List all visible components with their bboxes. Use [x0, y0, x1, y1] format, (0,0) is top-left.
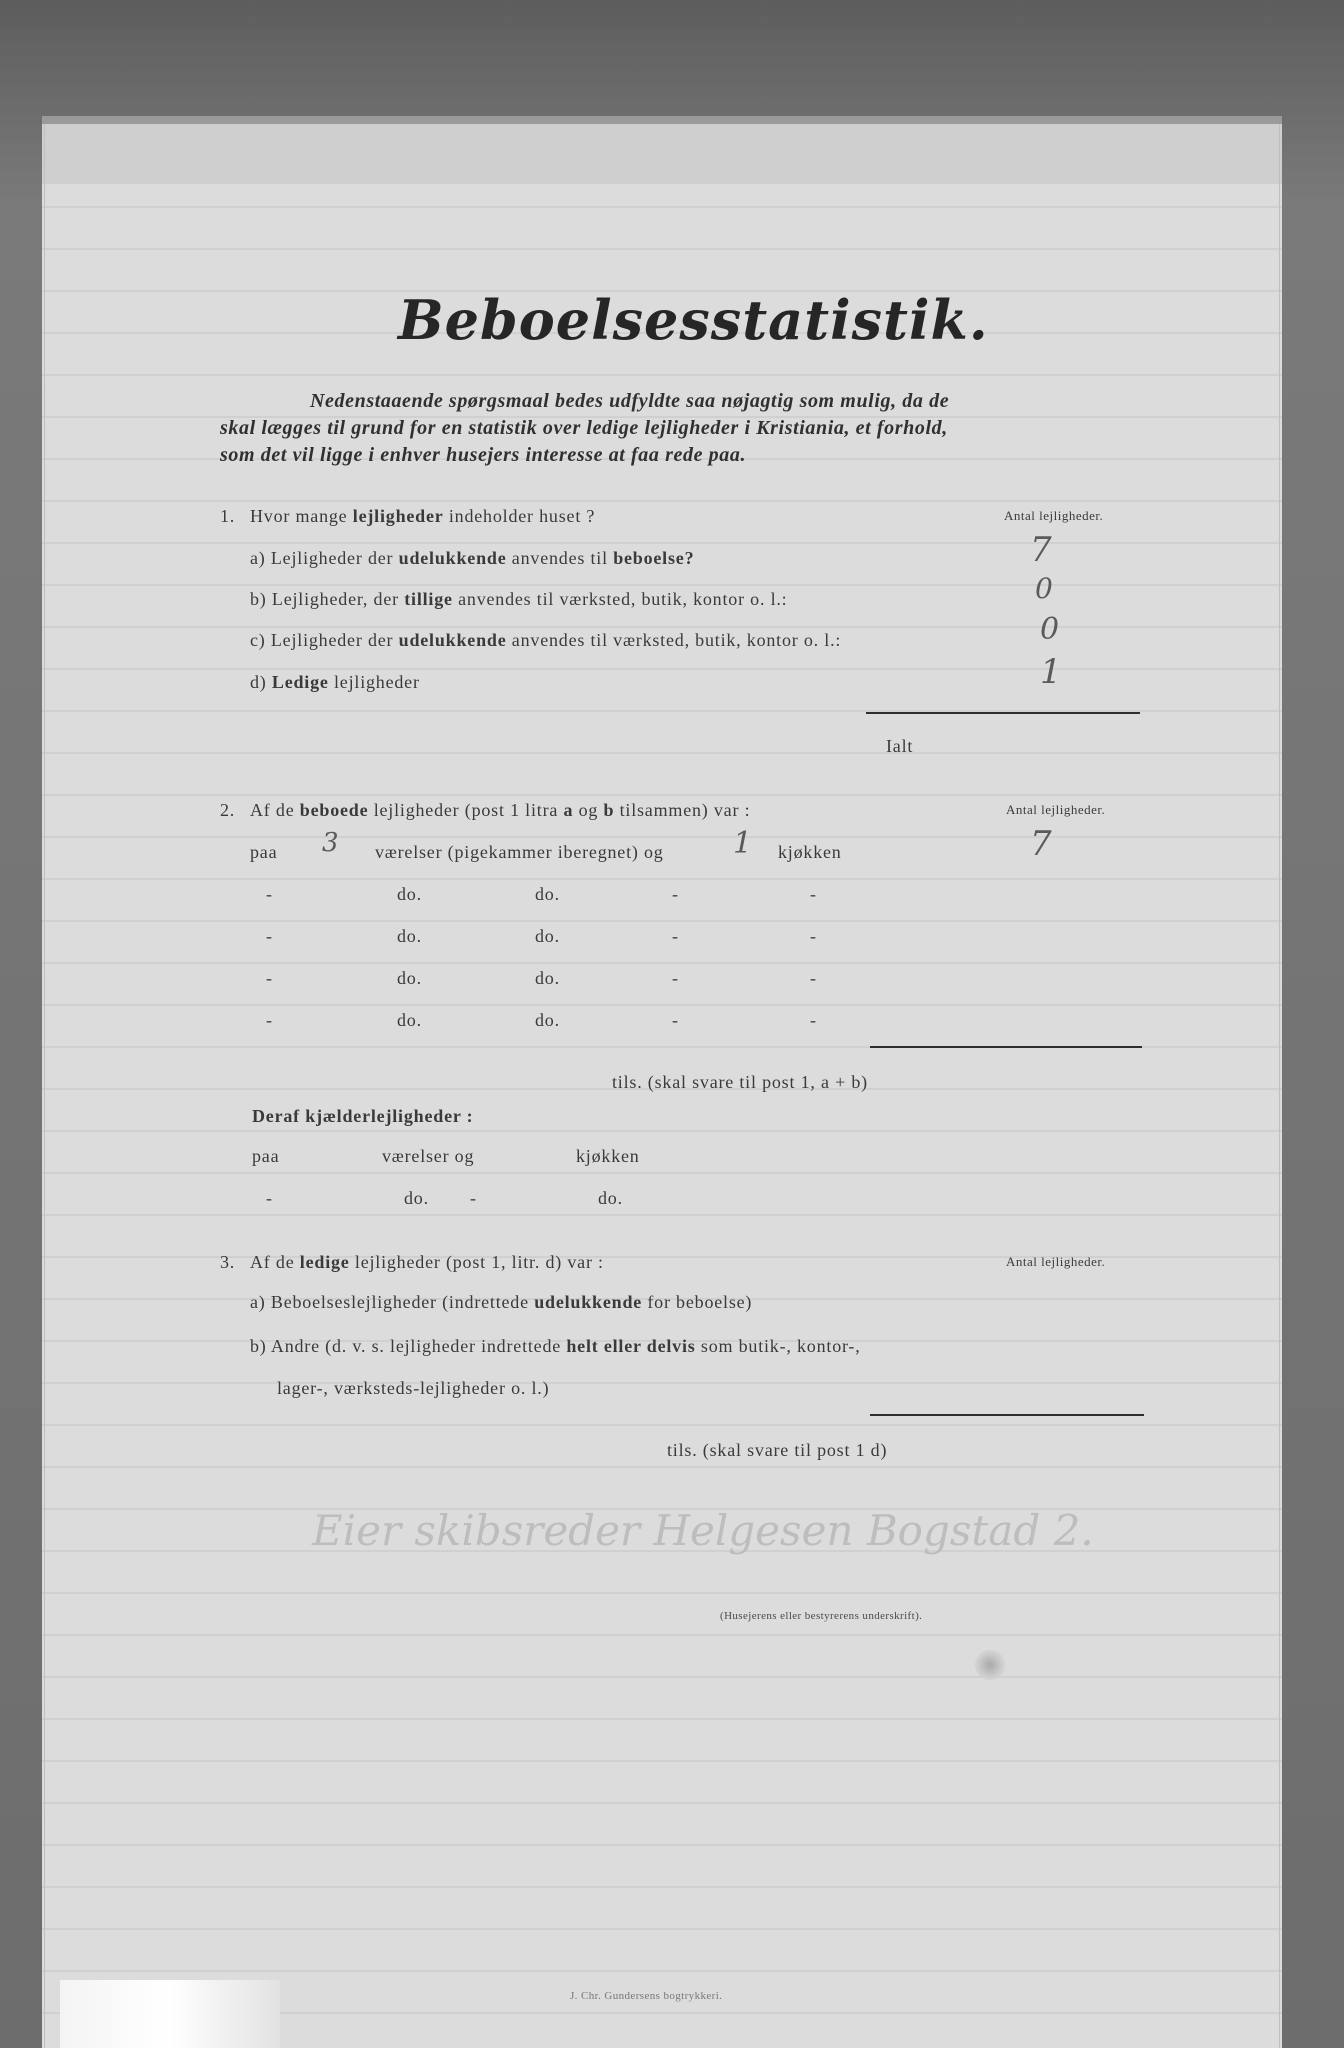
s2-do-b: do.: [535, 968, 560, 988]
s2-row-paa: paa: [250, 842, 278, 862]
s2-dash: -: [266, 968, 273, 988]
s2-do-a: do.: [397, 926, 422, 946]
form-title: Beboelsesstatistik.: [398, 288, 989, 352]
item-a-bold1: udelukkende: [398, 548, 507, 568]
section3-sum-label: tils. (skal svare til post 1 d): [667, 1440, 888, 1460]
item-c-post: anvendes til værksted, butik, kontor o. l.:: [506, 630, 842, 650]
s2-kitchen-value: 1: [733, 826, 753, 861]
printer-imprint: J. Chr. Gundersens bogtrykkeri.: [570, 1990, 723, 2002]
section1-total-label: Ialt: [886, 736, 914, 756]
section2-number: 2.: [220, 800, 236, 820]
s2-dash: -: [672, 926, 679, 946]
item-b-bold: tillige: [404, 589, 453, 609]
item-b-pre: b) Lejligheder, der: [250, 589, 405, 609]
s2-dash: -: [266, 884, 273, 904]
section1-item-d: [250, 672, 420, 693]
paper-stain: [975, 1650, 1005, 1680]
s2-do-a: do.: [397, 1010, 422, 1030]
s3-b-post: som butik-, kontor-,: [695, 1336, 861, 1356]
s2-do-a: do.: [397, 968, 422, 988]
section3-item-a: [250, 1292, 752, 1313]
s3-q-post: lejligheder (post 1, litr. d) var :: [349, 1252, 604, 1272]
s2-dash: -: [810, 1010, 817, 1030]
intro-line-3: som det vil ligge i enhver husejers interesse at faa rede paa.: [220, 444, 747, 466]
section2-sum-label: tils. (skal svare til post 1, a + b): [612, 1072, 868, 1092]
s2-dash: -: [672, 884, 679, 904]
item-c-bold: udelukkende: [398, 630, 507, 650]
s2-q-pre: Af de: [250, 800, 300, 820]
s2-do-a: do.: [397, 884, 422, 904]
cellar-paa: paa: [252, 1146, 280, 1166]
cellar-dash: -: [266, 1188, 273, 1208]
top-strip: [42, 124, 1282, 184]
s3-q-pre: Af de: [250, 1252, 300, 1272]
s2-dash: -: [810, 884, 817, 904]
owner-signature: Eier skibsreder Helgesen Bogstad 2.: [312, 1506, 1094, 1555]
s3-q-bold: ledige: [299, 1252, 350, 1272]
s2-dash: -: [266, 1010, 273, 1030]
s3-b-pre: b) Andre (d. v. s. lejligheder indrettede: [250, 1336, 567, 1356]
s2-dash: -: [810, 968, 817, 988]
s2-count-value: 7: [1030, 824, 1052, 864]
s2-do-b: do.: [535, 926, 560, 946]
signature-caption: (Husejerens eller bestyrerens underskrift).: [720, 1610, 923, 1622]
item-a-pre: a) Lejligheder der: [250, 548, 399, 568]
section1-number: 1.: [220, 506, 236, 526]
section1-item-a: [250, 548, 694, 569]
cellar-heading: Deraf kjælderlejligheder :: [252, 1106, 474, 1126]
s2-q-bold2: a: [563, 800, 574, 820]
s2-q-mid1: lejligheder (post 1 litra: [368, 800, 564, 820]
intro-line-1: Nedenstaaende spørgsmaal bedes udfyldte saa nøjagtig som mulig, da de: [310, 390, 950, 412]
section3-number: 3.: [220, 1252, 236, 1272]
section1-b-value: 0: [1035, 572, 1053, 605]
s3-b-bold: helt eller delvis: [566, 1336, 696, 1356]
section2-sum-rule: [870, 1046, 1142, 1048]
item-a-mid: anvendes til: [506, 548, 614, 568]
item-d-bold: Ledige: [271, 672, 329, 692]
s3-a-bold: udelukkende: [534, 1292, 643, 1312]
s2-dash: -: [810, 926, 817, 946]
s2-q-mid2: og: [573, 800, 604, 820]
s2-q-bold3: b: [603, 800, 615, 820]
section3-item-b-line2: lager-, værksteds-lejligheder o. l.): [277, 1378, 550, 1398]
section1-column-label: Antal lejligheder.: [1004, 508, 1104, 523]
cellar-dash: -: [470, 1188, 477, 1208]
intro-line-2: skal lægges til grund for en statistik over ledige lejligheder i Kristiania, et forhold,: [220, 417, 948, 439]
section2-question: [250, 800, 750, 821]
section3-item-b: [250, 1336, 861, 1357]
scan-glare: [60, 1980, 280, 2048]
s2-q-post: tilsammen) var :: [614, 800, 751, 820]
cellar-kitchen: kjøkken: [576, 1146, 640, 1166]
section1-item-b: [250, 589, 787, 610]
section3-column-label: Antal lejligheder.: [1006, 1254, 1106, 1269]
s2-do-b: do.: [535, 1010, 560, 1030]
s2-q-bold1: beboede: [299, 800, 369, 820]
s3-a-pre: a) Beboelseslejligheder (indrettede: [250, 1292, 535, 1312]
s2-dash: -: [672, 1010, 679, 1030]
s2-do-b: do.: [535, 884, 560, 904]
s2-rooms-value: 3: [322, 828, 339, 858]
section1-a-value: 7: [1030, 530, 1052, 570]
section1-c-value: 0: [1040, 612, 1060, 647]
section1-question-bold: lejligheder: [352, 506, 444, 526]
s3-a-post: for beboelse): [642, 1292, 753, 1312]
section1-d-value: 1: [1040, 652, 1062, 692]
s2-kitchen-text: kjøkken: [778, 842, 842, 862]
s2-dash: -: [266, 926, 273, 946]
section3-sum-rule: [870, 1414, 1144, 1416]
item-d-post: lejligheder: [328, 672, 420, 692]
cellar-rooms: værelser og: [382, 1146, 475, 1166]
s2-dash: -: [672, 968, 679, 988]
section1-question: [250, 506, 595, 527]
section3-question: [250, 1252, 604, 1273]
item-c-pre: c) Lejligheder der: [250, 630, 399, 650]
item-d-pre: d): [250, 672, 272, 692]
cellar-do-1: do.: [404, 1188, 429, 1208]
section1-item-c: [250, 630, 841, 651]
section1-question-pre: Hvor mange: [250, 506, 353, 526]
section2-column-label: Antal lejligheder.: [1006, 802, 1106, 817]
cellar-do-2: do.: [598, 1188, 623, 1208]
item-b-post: anvendes til værksted, butik, kontor o. l.:: [452, 589, 788, 609]
section1-sum-rule: [866, 712, 1140, 714]
s2-rooms-text: værelser (pigekammer iberegnet) og: [375, 842, 664, 862]
item-a-bold2: beboelse?: [613, 548, 695, 568]
left-edge-line: [44, 124, 45, 2048]
right-edge-line: [1279, 124, 1280, 2048]
section1-question-post: indeholder huset ?: [443, 506, 596, 526]
